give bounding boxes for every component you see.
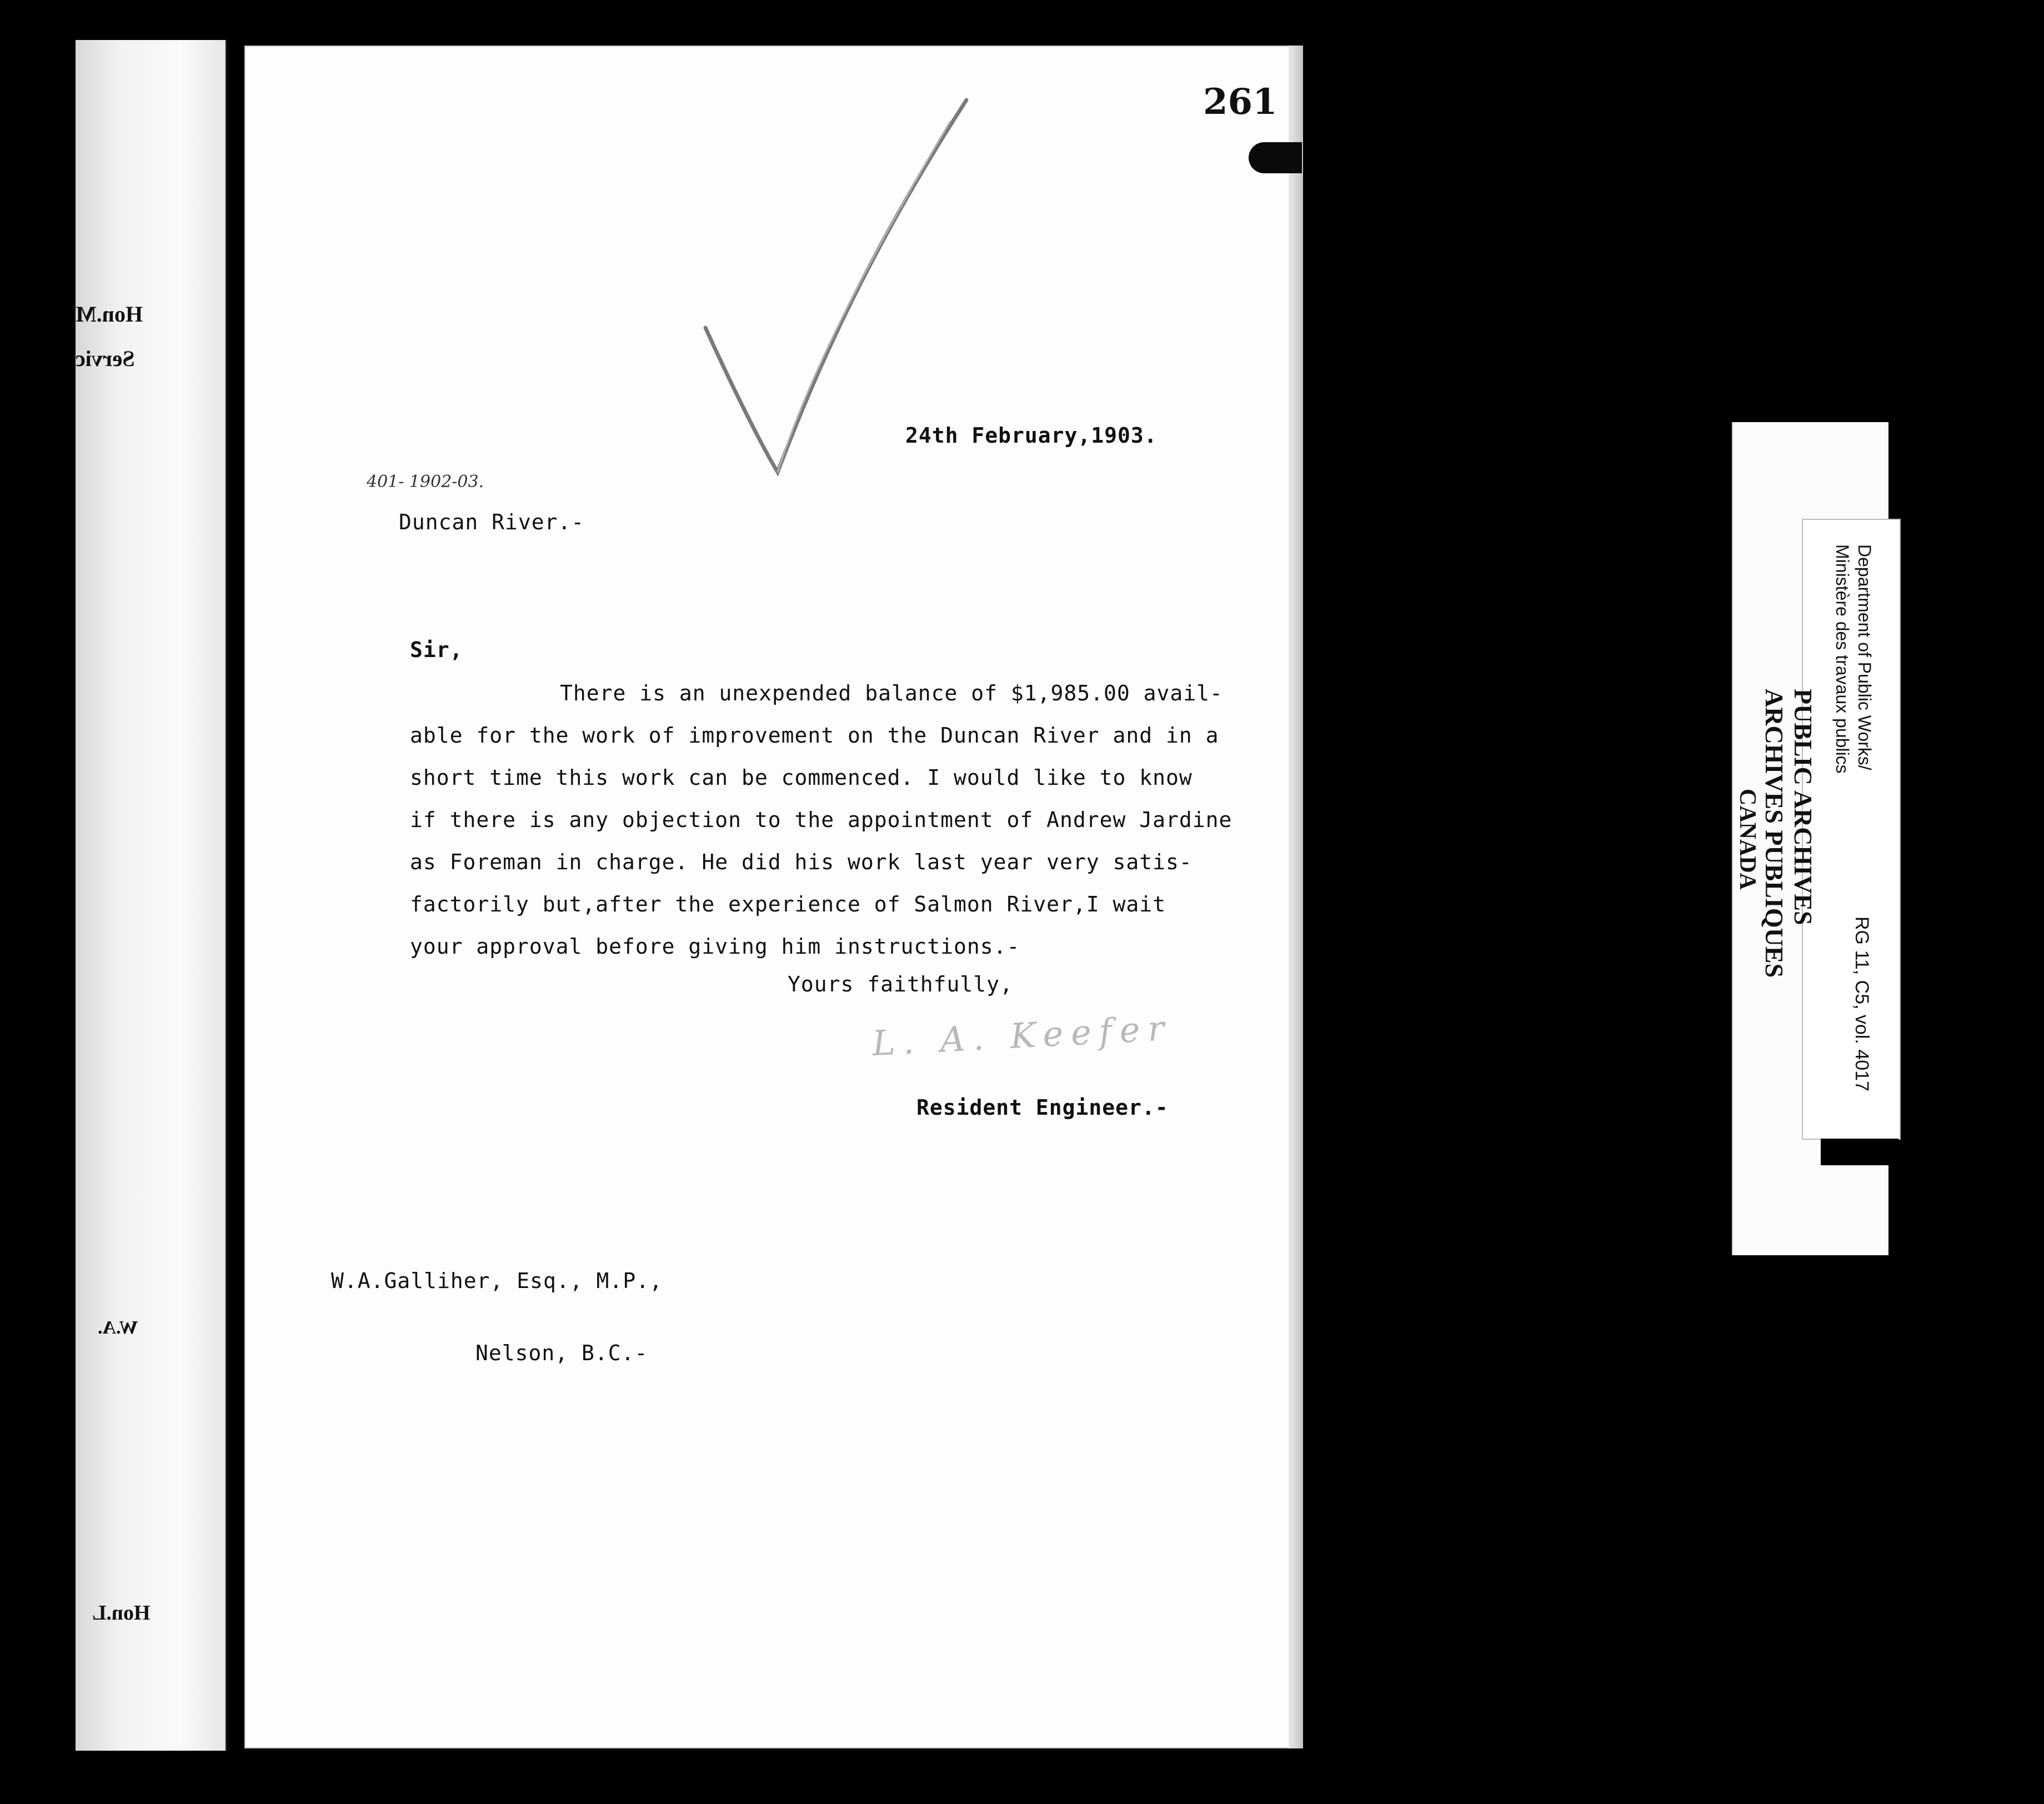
label-department-en: Department of Public Works/ [1855, 544, 1875, 770]
signature: L. A. Keefer [871, 1007, 1173, 1064]
label-archives-en: PUBLIC ARCHIVES [1789, 689, 1817, 925]
page-number: 261 [1203, 81, 1278, 123]
strip-fragment: Hon.L [92, 1601, 151, 1625]
body-line: your approval before giving him instructions.- [410, 934, 1020, 959]
label-department-fr: Ministère des travaux publics [1832, 544, 1852, 774]
label-reference: RG 11, C5, vol. 4017 [1851, 916, 1872, 1091]
underlying-page-strip [76, 40, 227, 1751]
body-line: able for the work of improvement on the Duncan River and in a [410, 723, 1219, 748]
label-archives-fr: ARCHIVES PUBLIQUES [1760, 689, 1788, 978]
label-notch [1821, 1139, 1898, 1165]
letter-body [410, 672, 1232, 968]
body-line: There is an unexpended balance of $1,985.00 avail- [560, 681, 1223, 705]
strip-fragment: Hon.M [76, 302, 143, 327]
signer-title: Resident Engineer.- [916, 1095, 1169, 1120]
page-tab [1249, 142, 1302, 173]
body-line: short time this work can be commenced. I would like to know [410, 765, 1193, 790]
body-line: as Foreman in charge. He did his work last year very satis- [410, 850, 1193, 874]
label-country: CANADA [1735, 789, 1760, 890]
strip-fragment: Servic [76, 346, 135, 371]
addressee-location: Nelson, B.C.- [475, 1341, 648, 1365]
strip-fragment: W.A. [98, 1317, 138, 1338]
body-line: factorily but,after the experience of Salmon River,I wait [410, 892, 1166, 916]
closing: Yours faithfully, [788, 972, 1013, 996]
page-edge [1289, 46, 1303, 1748]
salutation: Sir, [410, 638, 463, 662]
subject-line: Duncan River.- [399, 510, 585, 534]
date-line: 24th February,1903. [905, 423, 1158, 448]
file-reference: 401- 1902-03. [367, 472, 484, 492]
body-line: if there is any objection to the appointment of Andrew Jardine [410, 808, 1233, 832]
addressee-name: W.A.Galliher, Esq., M.P., [331, 1269, 663, 1293]
